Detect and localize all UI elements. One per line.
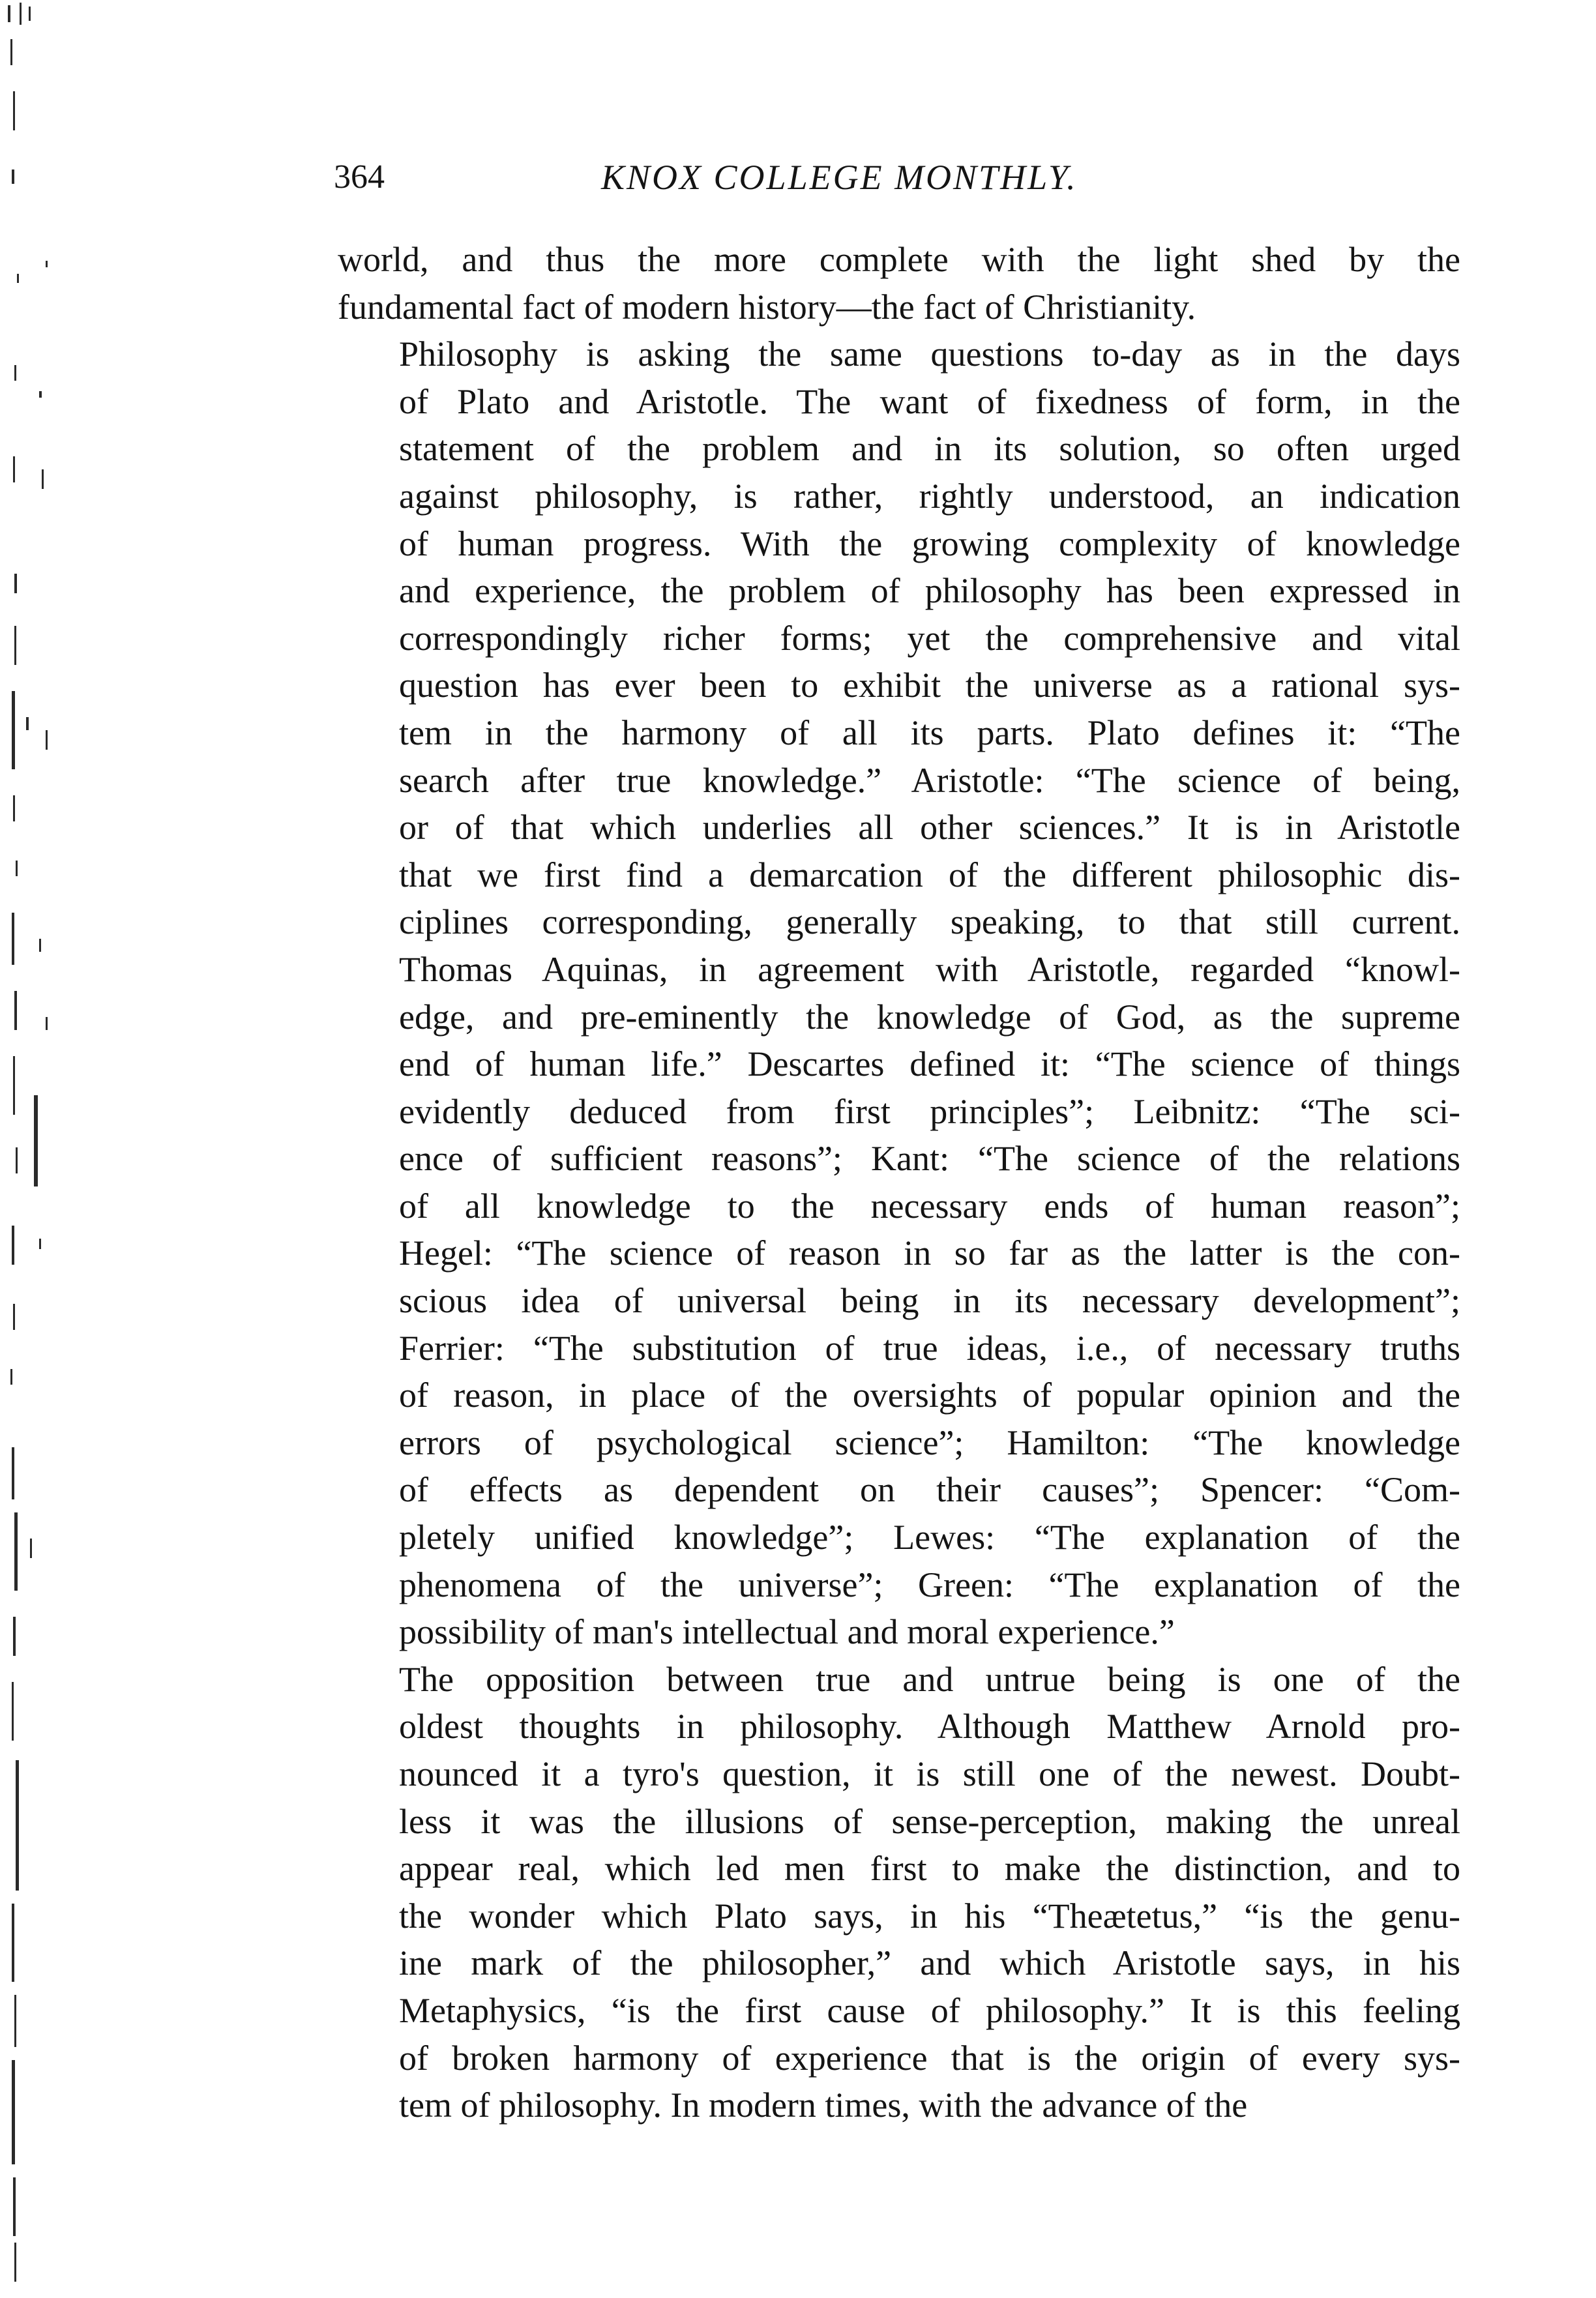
text-line: against philosophy, is rather, rightly understood, an indication bbox=[399, 476, 1460, 516]
text-line: of broken harmony of experience that is the origin of every sys- bbox=[399, 2038, 1460, 2078]
text-line: of effects as dependent on their causes”; Spencer: “Com- bbox=[399, 1470, 1460, 1510]
text-line: nounced it a tyro's question, it is still one of the newest. Doubt- bbox=[399, 1754, 1460, 1793]
text-line: Metaphysics, “is the first cause of philosophy.” It is this feeling bbox=[399, 1990, 1460, 2030]
text-line: of Plato and Aristotle. The want of fixedness of form, in the bbox=[399, 381, 1460, 421]
page-number: 364 bbox=[334, 158, 385, 196]
text-line: scious idea of universal being in its necessary development”; bbox=[399, 1281, 1460, 1321]
body-text bbox=[338, 236, 1460, 2129]
text-line: world, and thus the more complete with the light shed by the bbox=[338, 240, 1460, 279]
text-line: search after true knowledge.” Aristotle: “The science of being, bbox=[399, 760, 1460, 800]
text-line: Hegel: “The science of reason in so far as the latter is the con- bbox=[399, 1233, 1460, 1273]
text-line: possibility of man's intellectual and moral experience.” bbox=[399, 1612, 1175, 1652]
paragraph bbox=[338, 1656, 1460, 2129]
text-line: end of human life.” Descartes defined it: “The science of things bbox=[399, 1044, 1460, 1084]
text-line: that we first find a demarcation of the different philosophic dis- bbox=[399, 855, 1460, 894]
text-line: ine mark of the philosopher,” and which Aristotle says, in his bbox=[399, 1943, 1460, 1983]
text-line: Ferrier: “The substitution of true ideas, i.e., of necessary truths bbox=[399, 1328, 1460, 1368]
text-line: tem of philosophy. In modern times, with the advance of the bbox=[399, 2085, 1248, 2125]
text-line: Thomas Aquinas, in agreement with Aristotle, regarded “knowl- bbox=[399, 949, 1460, 989]
text-line: statement of the problem and in its solution, so often urged bbox=[399, 429, 1460, 469]
text-line: the wonder which Plato says, in his “Theætetus,” “is the genu- bbox=[399, 1896, 1460, 1936]
text-line: appear real, which led men first to make the distinction, and to bbox=[399, 1849, 1460, 1889]
scan-margin-specks bbox=[0, 0, 78, 2298]
text-line: ence of sufficient reasons”; Kant: “The science of the relations bbox=[399, 1139, 1460, 1179]
text-line: less it was the illusions of sense-perception, making the unreal bbox=[399, 1801, 1460, 1841]
running-header bbox=[334, 151, 1481, 203]
text-line: and experience, the problem of philosophy has been expressed in bbox=[399, 571, 1460, 611]
text-line: phenomena of the universe”; Green: “The explanation of the bbox=[399, 1565, 1460, 1604]
text-line: errors of psychological science”; Hamilton: “The knowledge bbox=[399, 1422, 1460, 1462]
text-line: correspondingly richer forms; yet the comprehensive and vital bbox=[399, 618, 1460, 658]
text-line: ciplines corresponding, generally speaking, to that still current. bbox=[399, 902, 1460, 942]
text-line: fundamental fact of modern history—the fact of Christianity. bbox=[338, 287, 1196, 327]
text-line: of reason, in place of the oversights of popular opinion and the bbox=[399, 1376, 1460, 1415]
text-line: The opposition between true and untrue being is one of the bbox=[399, 1659, 1460, 1699]
text-line: tem in the harmony of all its parts. Plato defines it: “The bbox=[399, 713, 1460, 752]
text-line: of all knowledge to the necessary ends of human reason”; bbox=[399, 1186, 1460, 1226]
text-line: oldest thoughts in philosophy. Although Matthew Arnold pro- bbox=[399, 1707, 1460, 1746]
paragraph bbox=[338, 236, 1460, 331]
text-line: Philosophy is asking the same questions to-day as in the days bbox=[399, 334, 1460, 374]
text-line: evidently deduced from first principles”; Leibnitz: “The sci- bbox=[399, 1091, 1460, 1131]
text-line: or of that which underlies all other sciences.” It is in Aristotle bbox=[399, 808, 1460, 847]
text-line: edge, and pre-eminently the knowledge of God, as the supreme bbox=[399, 997, 1460, 1037]
text-line: of human progress. With the growing complexity of knowledge bbox=[399, 523, 1460, 563]
text-line: pletely unified knowledge”; Lewes: “The explanation of the bbox=[399, 1518, 1460, 1557]
journal-title: KNOX COLLEGE MONTHLY. bbox=[601, 158, 1078, 197]
text-line: question has ever been to exhibit the universe as a rational sys- bbox=[399, 666, 1460, 705]
paragraph bbox=[338, 331, 1460, 1656]
